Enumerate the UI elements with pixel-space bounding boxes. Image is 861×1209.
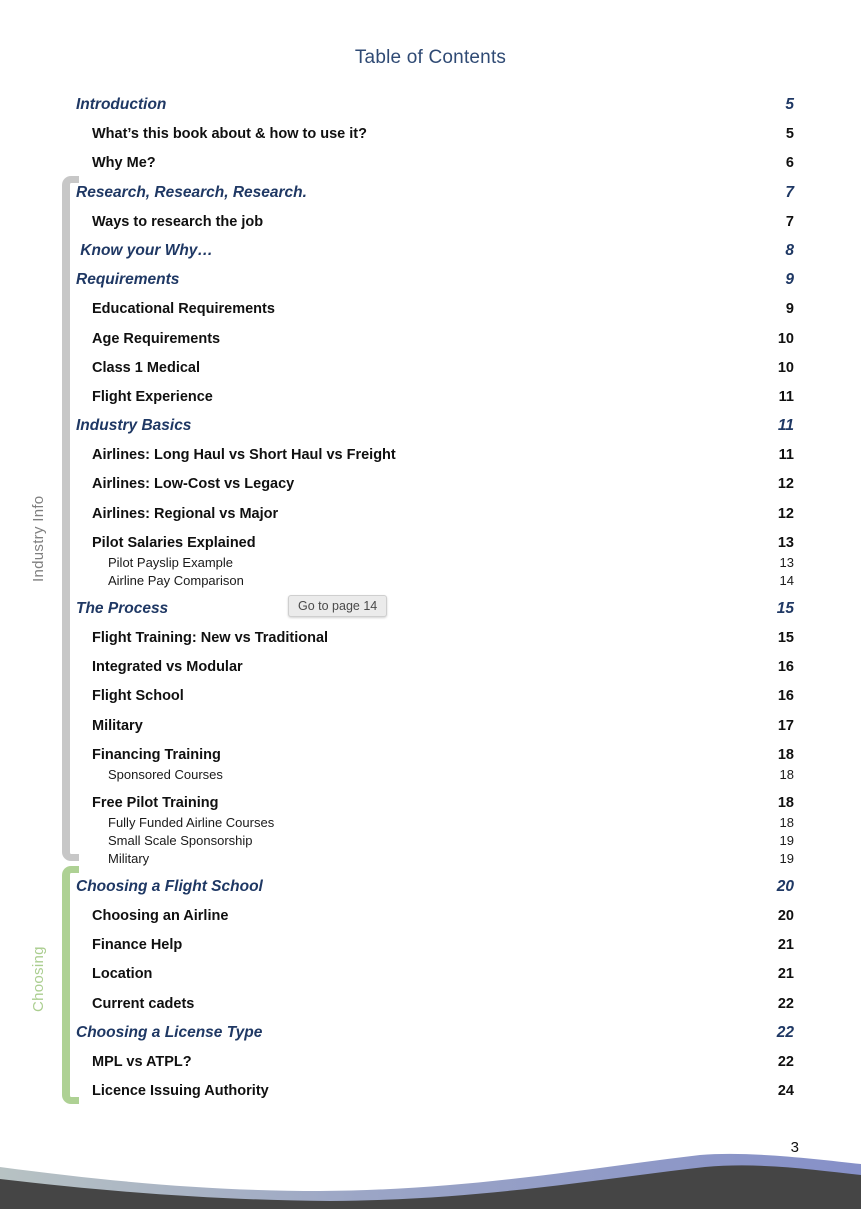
toc-entry-label: Free Pilot Training — [92, 794, 219, 811]
toc-entry-label: Pilot Payslip Example — [108, 554, 233, 570]
toc-entry[interactable] — [76, 814, 794, 832]
toc-entry-label: Introduction — [76, 96, 167, 113]
toc-entry-label: Choosing an Airline — [92, 907, 229, 924]
toc-entry-page: 22 — [777, 995, 794, 1012]
toc-entry-page: 7 — [785, 213, 794, 230]
toc-entry[interactable] — [76, 599, 794, 619]
toc-entry-page: 5 — [785, 126, 794, 143]
toc-entry-label: The Process — [76, 599, 169, 617]
toc-entry[interactable] — [76, 153, 794, 173]
toc-entry-label: Finance Help — [92, 937, 183, 954]
toc-entry[interactable] — [76, 793, 794, 813]
toc-entry-label: Why Me? — [92, 155, 156, 172]
toc-entry-label: Requirements — [76, 271, 180, 289]
toc-entry[interactable] — [76, 850, 794, 868]
toc-entry[interactable] — [76, 554, 794, 572]
toc-entry[interactable] — [76, 358, 794, 378]
toc-entry-page: 22 — [776, 1023, 794, 1041]
toc-entry-page: 11 — [778, 388, 794, 405]
toc-entry-label: Flight School — [92, 688, 184, 705]
toc-entry[interactable] — [76, 95, 794, 115]
toc-entry-label: Airlines: Low-Cost vs Legacy — [92, 476, 295, 493]
toc-entry-page: 20 — [777, 907, 794, 924]
toc-entry[interactable] — [76, 183, 794, 203]
toc-entry-page: 13 — [777, 534, 794, 551]
toc-entry[interactable] — [76, 935, 794, 955]
toc-entry-label: Airline Pay Comparison — [108, 572, 244, 588]
toc-entry-label: Sponsored Courses — [108, 766, 223, 782]
toc-entry-page: 16 — [777, 659, 794, 676]
toc-entry-label: Current cadets — [92, 995, 195, 1012]
toc-entry[interactable] — [76, 241, 794, 261]
toc-entry-label: Integrated vs Modular — [92, 659, 243, 676]
toc-entry-page: 6 — [785, 155, 794, 172]
toc-entry-label: Airlines: Long Haul vs Short Haul vs Freight — [92, 447, 396, 464]
toc-entry[interactable] — [76, 994, 794, 1014]
toc-entry-page: 11 — [778, 447, 794, 464]
toc-entry[interactable] — [76, 686, 794, 706]
toc-entry[interactable] — [76, 877, 794, 897]
toc-entry-page: 14 — [779, 572, 794, 588]
toc-entry[interactable] — [76, 1023, 794, 1043]
toc-entry-page: 10 — [777, 359, 794, 376]
footer-wave — [0, 1089, 861, 1209]
toc-entry-page: 12 — [777, 476, 794, 493]
toc-entry-label: Flight Training: New vs Traditional — [92, 630, 329, 646]
toc-entry[interactable] — [76, 906, 794, 926]
go-to-page-tooltip: Go to page 14 — [288, 595, 387, 617]
toc-entry-label: Class 1 Medical — [92, 359, 200, 376]
toc-entry-label: Pilot Salaries Explained — [92, 534, 256, 551]
toc-entry[interactable] — [76, 474, 794, 494]
toc-entry[interactable] — [76, 533, 794, 553]
toc-entry[interactable] — [76, 445, 794, 465]
toc-entry-label: Location — [92, 966, 153, 983]
toc-entry-label: Military — [92, 717, 143, 734]
toc-entry-label: Small Scale Sponsorship — [108, 832, 253, 848]
toc-entry[interactable] — [76, 416, 794, 436]
toc-entry-label: Licence Issuing Authority — [92, 1083, 269, 1100]
toc-entry[interactable] — [76, 387, 794, 407]
toc-entry-label: Know your Why… — [76, 241, 213, 259]
toc-entry-label: Educational Requirements — [92, 301, 275, 318]
toc-entry-label: Choosing a Flight School — [76, 877, 263, 895]
toc-entry[interactable] — [76, 716, 794, 736]
toc-entry-page: 22 — [777, 1053, 794, 1070]
toc-entry-page: 18 — [777, 746, 794, 763]
toc-entry-page: 21 — [777, 966, 794, 983]
toc-entry-page: 8 — [785, 241, 794, 259]
toc-entry-page: 24 — [777, 1083, 794, 1100]
toc-entry-page: 11 — [777, 417, 794, 435]
toc-entry[interactable] — [76, 745, 794, 765]
toc-entry-page: 10 — [777, 330, 794, 347]
toc-entry-page: 19 — [779, 850, 794, 866]
side-label-industry-info: Industry Info — [30, 495, 47, 582]
toc-entry-page: 13 — [779, 554, 794, 570]
toc-entry[interactable] — [76, 572, 794, 590]
toc-entry[interactable] — [76, 832, 794, 850]
toc-entry-page: 21 — [777, 937, 794, 954]
toc-entry[interactable] — [76, 1052, 794, 1072]
toc-entry-page: 9 — [785, 301, 794, 318]
toc-entry-label: Research, Research, Research. — [76, 183, 307, 201]
toc-entry-label: What’s this book about & how to use it? — [92, 126, 367, 143]
toc-entry-page: 15 — [777, 630, 794, 646]
toc-entry-page: 9 — [785, 271, 794, 289]
toc-entry-page: 18 — [779, 766, 794, 782]
toc-entry-page: 18 — [779, 814, 794, 830]
toc-entry-label: Fully Funded Airline Courses — [108, 814, 275, 830]
toc-entry[interactable] — [76, 657, 794, 677]
toc-entry[interactable] — [76, 124, 794, 144]
toc-entry-page: 16 — [777, 688, 794, 705]
toc-entry[interactable] — [76, 628, 794, 648]
toc-entry-page: 12 — [777, 505, 794, 522]
toc-entry[interactable] — [76, 766, 794, 784]
toc-entry-page: 17 — [777, 717, 794, 734]
toc-entry-label: Industry Basics — [76, 417, 192, 435]
toc-entry-label: Ways to research the job — [92, 213, 264, 230]
toc-entry-label: MPL vs ATPL? — [92, 1053, 192, 1070]
side-label-choosing: Choosing — [30, 946, 47, 1012]
toc-entry[interactable] — [76, 504, 794, 524]
toc-entry-page: 15 — [776, 599, 794, 617]
page-title: Table of Contents — [354, 47, 507, 68]
toc-entry-page: 5 — [785, 96, 794, 113]
toc-list — [76, 95, 794, 1110]
toc-entry[interactable] — [76, 329, 794, 349]
toc-entry-label: Choosing a License Type — [76, 1023, 263, 1041]
toc-entry[interactable] — [76, 299, 794, 319]
toc-entry[interactable] — [76, 270, 794, 290]
toc-entry-label: Airlines: Regional vs Major — [92, 505, 279, 522]
toc-entry-page: 7 — [785, 183, 794, 201]
toc-entry-label: Financing Training — [92, 746, 221, 763]
toc-entry[interactable] — [76, 964, 794, 984]
toc-entry-page: 20 — [776, 877, 794, 895]
toc-entry[interactable] — [76, 212, 794, 232]
toc-entry-page: 18 — [777, 794, 794, 811]
toc-entry-label: Age Requirements — [92, 330, 221, 347]
toc-entry-label: Military — [108, 850, 150, 866]
page-number: 3 — [790, 1139, 799, 1156]
toc-entry-label: Flight Experience — [92, 388, 213, 405]
toc-entry-page: 19 — [779, 832, 794, 848]
